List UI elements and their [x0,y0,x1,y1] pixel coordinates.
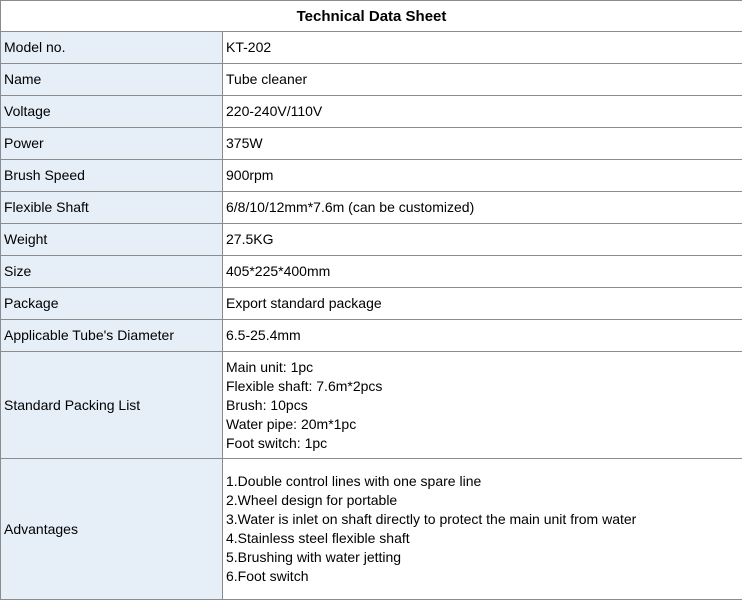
packing-item: Brush: 10pcs [226,396,308,413]
packing-item: Flexible shaft: 7.6m*2pcs [226,377,383,394]
table-row [1,128,742,160]
advantage-item: 5.Brushing with water jetting [226,549,402,565]
packing-list [223,352,742,459]
table-row [1,256,742,288]
spec-label-package: Package [1,288,223,320]
spec-value-model: KT-202 [223,32,742,64]
sheet-title: Technical Data Sheet [1,1,742,32]
spec-value-package: Export standard package [223,288,742,320]
table-row [1,64,742,96]
spec-value-size: 405*225*400mm [223,256,742,288]
spec-label-weight: Weight [1,224,223,256]
advantage-item: 3.Water is inlet on shaft directly to protect the main unit from water [226,511,637,527]
spec-value-power: 375W [223,128,742,160]
table-row [1,320,742,352]
advantages-list [223,459,742,600]
spec-value-tube-diameter: 6.5-25.4mm [223,320,742,352]
table-row [1,352,742,459]
advantage-item: 1.Double control lines with one spare line [226,473,482,489]
table-row [1,160,742,192]
spec-label-voltage: Voltage [1,96,223,128]
table-row [1,459,742,600]
table-row [1,192,742,224]
table-row [1,32,742,64]
spec-label-tube-diameter: Applicable Tube's Diameter [1,320,223,352]
spec-label-name: Name [1,64,223,96]
spec-label-power: Power [1,128,223,160]
advantage-item: 4.Stainless steel flexible shaft [226,530,410,546]
spec-value-name: Tube cleaner [223,64,742,96]
spec-label-model: Model no. [1,32,223,64]
packing-item: Main unit: 1pc [226,358,314,375]
spec-label-brush-speed: Brush Speed [1,160,223,192]
packing-item: Foot switch: 1pc [226,434,328,451]
spec-label-advantages: Advantages [1,459,223,600]
table-row [1,288,742,320]
advantage-item: 6.Foot switch [226,568,309,584]
spec-label-flexible-shaft: Flexible Shaft [1,192,223,224]
spec-value-flexible-shaft: 6/8/10/12mm*7.6m (can be customized) [223,192,742,224]
packing-item: Water pipe: 20m*1pc [226,415,357,432]
spec-label-size: Size [1,256,223,288]
spec-value-brush-speed: 900rpm [223,160,742,192]
table-row [1,224,742,256]
spec-value-weight: 27.5KG [223,224,742,256]
advantage-item: 2.Wheel design for portable [226,492,398,508]
table-row [1,96,742,128]
spec-label-packing-list: Standard Packing List [1,352,223,459]
spec-value-voltage: 220-240V/110V [223,96,742,128]
